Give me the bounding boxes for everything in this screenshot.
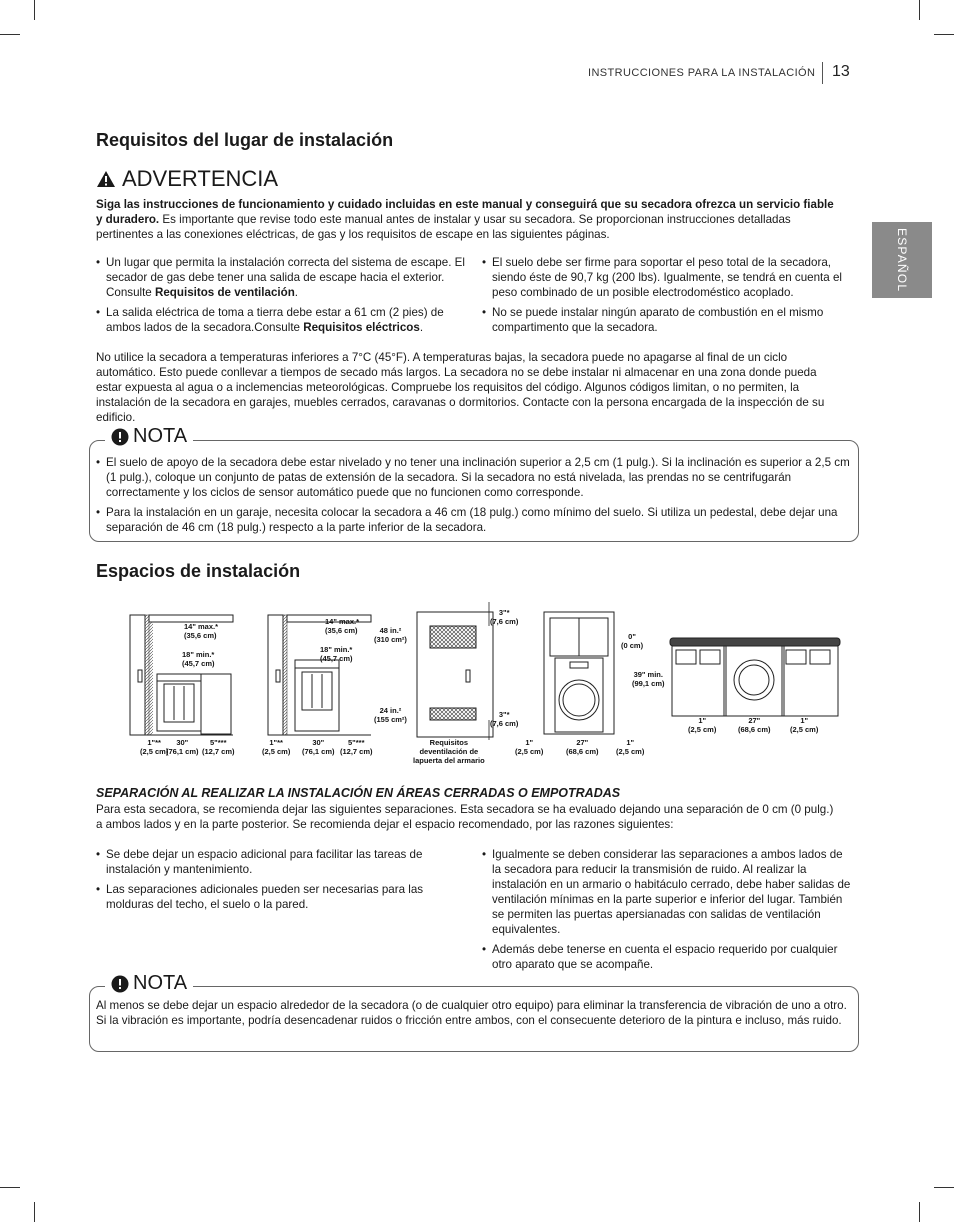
enclosed-bullets-right — [482, 847, 854, 977]
crop-mark — [919, 1202, 920, 1222]
list-item: • Para la instalación en un garaje, necesita colocar la secadora a 46 cm (18 pulg.) como mínimo del suelo. Si utiliza un pedestal, debe dejar una separación de 46 cm (18 pulg.) respecto a la parte inferior de la secadora. — [96, 505, 852, 535]
clearance-label: 27" (68,6 cm) — [738, 716, 771, 734]
crop-mark — [919, 0, 920, 20]
site-bullets-right — [482, 255, 852, 340]
diagram-alcove-install — [266, 610, 376, 740]
warning-title: ADVERTENCIA — [122, 166, 279, 191]
diagram-caption: Requisitos deventilación de lapuerta del armario — [413, 738, 485, 765]
clearance-label: 18" min.* (45,7 cm) — [182, 650, 215, 668]
clearance-label: 1"** (2,5 cm) — [262, 738, 291, 756]
list-item: • Además debe tenerse en cuenta el espacio requerido por cualquier otro aparato que se acompañe. — [482, 942, 854, 972]
alert-icon — [111, 975, 129, 993]
note1-bullets — [96, 455, 852, 540]
site-requirements-title: Requisitos del lugar de instalación — [96, 130, 394, 150]
clearance-label: 39" min. (99,1 cm) — [632, 670, 665, 688]
clearance-label: 0" (0 cm) — [621, 632, 644, 650]
diagram-under-counter — [668, 634, 844, 720]
vent-area-label: 24 in.² (155 cm²) — [374, 706, 407, 724]
clearance-label: 1" (2,5 cm) — [688, 716, 717, 734]
diagram-front-closet — [540, 608, 620, 738]
crop-mark — [934, 34, 954, 35]
warning-bold-text: Siga las instrucciones de funcionamiento y cuidado incluidas en este manual y conseguirá que su secadora ofrezca un servicio fiable y duradero. — [96, 198, 834, 226]
crop-mark — [0, 1187, 20, 1188]
enclosed-intro: Para esta secadora, se recomienda dejar las siguientes separaciones. Esta secadora se ha evaluado dejando una separación de 0 cm (0 pulg.) a ambos lados y en la parte posterior. Se recomienda dejar el espacio recomendado, por las razones siguientes: — [96, 803, 834, 831]
clearance-label: 1" (2,5 cm) — [515, 738, 544, 756]
crop-mark — [34, 0, 35, 20]
list-item: • Un lugar que permita la instalación correcta del sistema de escape. El secador de gas debe tener una salida de escape hacia el exterior. Consulte Requisitos de ventilación. — [96, 255, 466, 300]
clearance-label: 3"* (7,6 cm) — [490, 608, 519, 626]
warning-heading — [96, 166, 278, 192]
list-item: • La salida eléctrica de toma a tierra debe estar a 61 cm (2 pies) de ambos lados de la secadora.Consulte Requisitos eléctricos. — [96, 305, 466, 335]
list-item: • Las separaciones adicionales pueden ser necesarias para las molduras del techo, el suelo o la pared. — [96, 882, 466, 912]
list-item: • Se debe dejar un espacio adicional para facilitar las tareas de instalación y mantenimiento. — [96, 847, 466, 877]
enclosed-bullets-left — [96, 847, 466, 917]
clearance-label: 5"*** (12,7 cm) — [340, 738, 373, 756]
list-item: • No se puede instalar ningún aparato de combustión en el mismo compartimento que la secadora. — [482, 305, 852, 335]
crop-mark — [934, 1187, 954, 1188]
clearance-label: 5"*** (12,7 cm) — [202, 738, 235, 756]
clearance-label: 27" (68,6 cm) — [566, 738, 599, 756]
warning-triangle-icon — [96, 170, 116, 188]
site-bullets-left — [96, 255, 466, 340]
header-divider — [822, 62, 823, 84]
running-header: INSTRUCCIONES PARA LA INSTALACIÓN — [588, 67, 816, 79]
clearance-label: 3"* (7,6 cm) — [490, 710, 519, 728]
clearance-label: 1" (2,5 cm) — [790, 716, 819, 734]
list-item: • El suelo debe ser firme para soportar el peso total de la secadora, siendo éste de 90,7 kg (200 lbs). Igualmente, se tendrá en cuenta el peso combinado de un posible electrodoméstico acoplado. — [482, 255, 852, 300]
note-label: NOTA — [105, 425, 193, 448]
vent-area-label: 48 in.² (310 cm²) — [374, 626, 407, 644]
warning-paragraph — [96, 197, 836, 242]
alert-icon — [111, 428, 129, 446]
clearance-label: 30" (76,1 cm) — [302, 738, 335, 756]
clearance-label: 1"** (2,5 cm) — [140, 738, 169, 756]
clearance-label: 14" max.* (35,6 cm) — [184, 622, 218, 640]
crop-mark — [0, 34, 20, 35]
crop-mark — [34, 1202, 35, 1222]
enclosed-heading: SEPARACIÓN AL REALIZAR LA INSTALACIÓN EN ÁREAS CERRADAS O EMPOTRADAS — [96, 786, 621, 800]
list-item: • El suelo de apoyo de la secadora debe estar nivelado y no tener una inclinación superior a 2,5 cm (1 pulg.). Si la inclinación es superior a 2,5 cm (1 pulg.), coloque un conjunto de patas de extensión de la secadora. Si la secadora no está nivelada, las prendas no se centrifugarán correctamente y los ciclos de sensor automático puede que no funcionen como corresponde. — [96, 455, 852, 500]
note2-text: Al menos se debe dejar un espacio alrededor de la secadora (o de cualquier otro equipo) para eliminar la transferencia de vibración de uno a otro. Si la vibración es importante, podría desencadenar ruidos o fricción entre ambos, con el consecuente deterioro de la pintura e incluso, más ruido. — [96, 999, 847, 1027]
note-label: NOTA — [105, 972, 193, 995]
temperature-paragraph: No utilice la secadora a temperaturas inferiores a 7°C (45°F). A temperaturas bajas, la secadora puede no apagarse al final de un ciclo automático. Esto puede conllevar a tiempos de secado más largos. La secadora no se debe instalar ni almacenar en una zona donde pueda estar expuesta al agua o a inclemencias meteorológicas. Compruebe los requisitos del código. Algunos códigos limitan, o no permiten, la instalación de la secadora en garajes, muebles cerrados, caravanas o dormitorios. Contacte con la persona encargada de la inspección de su edificio. — [96, 351, 825, 424]
clearances-title: Espacios de instalación — [96, 561, 301, 581]
clearance-label: 14" max.* (35,6 cm) — [325, 617, 359, 635]
clearance-label: 18" min.* (45,7 cm) — [320, 645, 353, 663]
page-number: 13 — [832, 63, 850, 80]
diagram-closet-install — [128, 610, 238, 740]
warning-rest-text: Es importante que revise todo este manual antes de instalar y usar su secadora. Se proporcionan instrucciones detalladas pertinentes a las conexiones eléctricas, de gas y los requisitos de escape en las siguientes páginas. — [96, 213, 791, 241]
clearance-label: 30" (76,1 cm) — [166, 738, 199, 756]
language-tab: ESPAÑOL — [872, 222, 932, 298]
list-item: • Igualmente se deben considerar las separaciones a ambos lados de la secadora para reducir la transmisión de ruido. Al realizar la instalación en un armario o habitáculo cerrado, debe haber salidas de ventilación mínimas en la parte superior e inferior del lugar. También se permiten las puertas apersianadas con salidas de ventilación equivalentes. — [482, 847, 854, 937]
clearance-label: 1" (2,5 cm) — [616, 738, 645, 756]
